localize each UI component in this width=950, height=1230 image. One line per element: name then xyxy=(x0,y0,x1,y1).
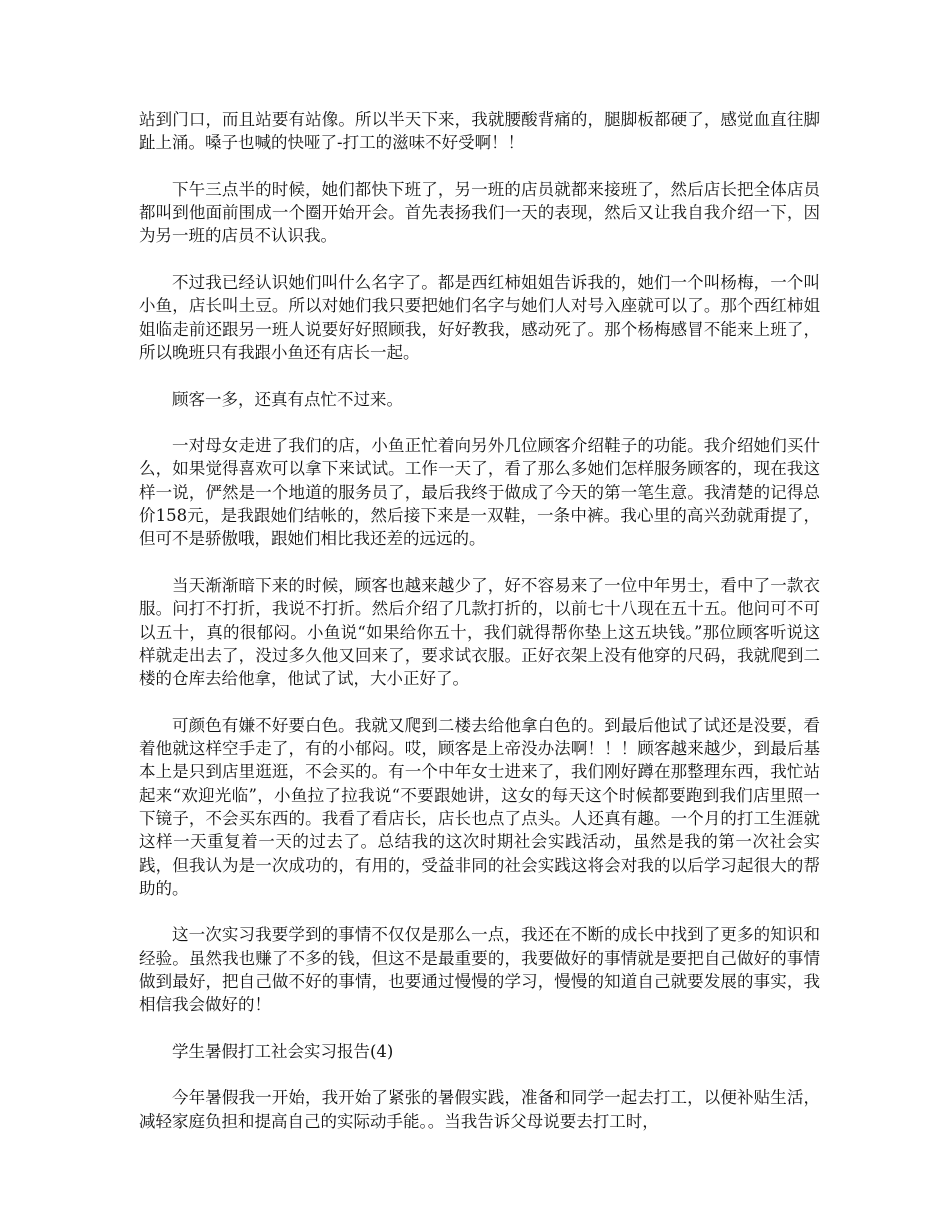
paragraph-3: 不过我已经认识她们叫什么名字了。都是西红柿姐姐告诉我的，她们一个叫杨梅，一个叫小鱼，店长叫土豆。所以对她们我只要把她们名字与她们人对号入座就可以了。那个西红柿姐姐临走前还跟另一班人说要好好照顾我，好好教我，感动死了。那个杨梅感冒不能来上班了，所以晚班只有我跟小鱼还有店长一起。 xyxy=(139,273,820,362)
paragraph-4: 顾客一多，还真有点忙不过来。 xyxy=(172,389,403,409)
paragraph-5: 一对母女走进了我们的店，小鱼正忙着向另外几位顾客介绍鞋子的功能。我介绍她们买什么，如果觉得喜欢可以拿下来试试。工作一天了，看了那么多她们怎样服务顾客的，现在我这样一说，俨然是一个地道的服务员了，最后我终于做成了今天的第一笔生意。我清楚的记得总价158元，是我跟她们结帐的，然后接下来是一双鞋，一条中裤。我心里的高兴劲就甭提了，但可不是骄傲哦，跟她们相比我还差的远远的。 xyxy=(139,436,820,549)
paragraph-2: 下午三点半的时候，她们都快下班了，另一班的店员就都来接班了，然后店长把全体店员都叫到他面前围成一个圈开始开会。首先表扬我们一天的表现，然后又让我自我介绍一下，因为另一班的店员不认识我。 xyxy=(139,179,820,246)
document-page xyxy=(139,108,820,1156)
paragraph-10: 今年暑假我一开始，我开始了紧张的暑假实践，准备和同学一起去打工，以便补贴生活，减轻家庭负担和提高自己的实际动手能。。当我告诉父母说要去打工时， xyxy=(139,1088,820,1131)
paragraph-7: 可颜色有嫌不好要白色。我就又爬到二楼去给他拿白色的。到最后他试了试还是没要，看着他就这样空手走了，有的小郁闷。哎，顾客是上帝没办法啊！！！顾客越来越少，到最后基本上是只到店里逛逛，不会买的。有一个中年女士进来了，我们刚好蹲在那整理东西，我忙站起来“欢迎光临”，小鱼拉了拉我说“不要跟她讲，这女的每天这个时候都要跑到我们店里照一下镜子，不会买东西的。我看了看店长，店长也点了点头。人还真有趣。一个月的打工生涯就这样一天重复着一天的过去了。总结我的这次时期社会实践活动，虽然是我的第一次社会实践，但我认为是一次成功的，有用的，受益非同的社会实践这将会对我的以后学习起很大的帮助的。 xyxy=(139,715,820,898)
paragraph-1: 站到门口，而且站要有站像。所以半天下来，我就腰酸背痛的，腿脚板都硬了，感觉血直往脚趾上涌。嗓子也喊的快哑了-打工的滋味不好受啊！！ xyxy=(139,110,820,153)
paragraph-8: 这一次实习我要学到的事情不仅仅是那么一点，我还在不断的成长中找到了更多的知识和经验。虽然我也赚了不多的钱，但这不是最重要的，我要做好的事情就是要把自己做好的事情做到最好，把自己做不好的事情，也要通过慢慢的学习，慢慢的知道自己就要发展的事实，我相信我会做好的！ xyxy=(139,925,820,1015)
paragraph-6: 当天渐渐暗下来的时候，顾客也越来越少了，好不容易来了一位中年男士，看中了一款衣服。问打不打折，我说不打折。然后介绍了几款打折的，以前七十八现在五十五。他问可不可以五十，真的很郁闷。小鱼说“如果给你五十，我们就得帮你垫上这五块钱。”那位顾客听说这样就走出去了，没过多久他又回来了，要求试衣服。正好衣架上没有他穿的尺码，我就爬到二楼的仓库去给他拿，他试了试，大小正好了。 xyxy=(139,575,820,689)
section-heading: 学生暑假打工社会实习报告(4) xyxy=(172,1041,394,1061)
